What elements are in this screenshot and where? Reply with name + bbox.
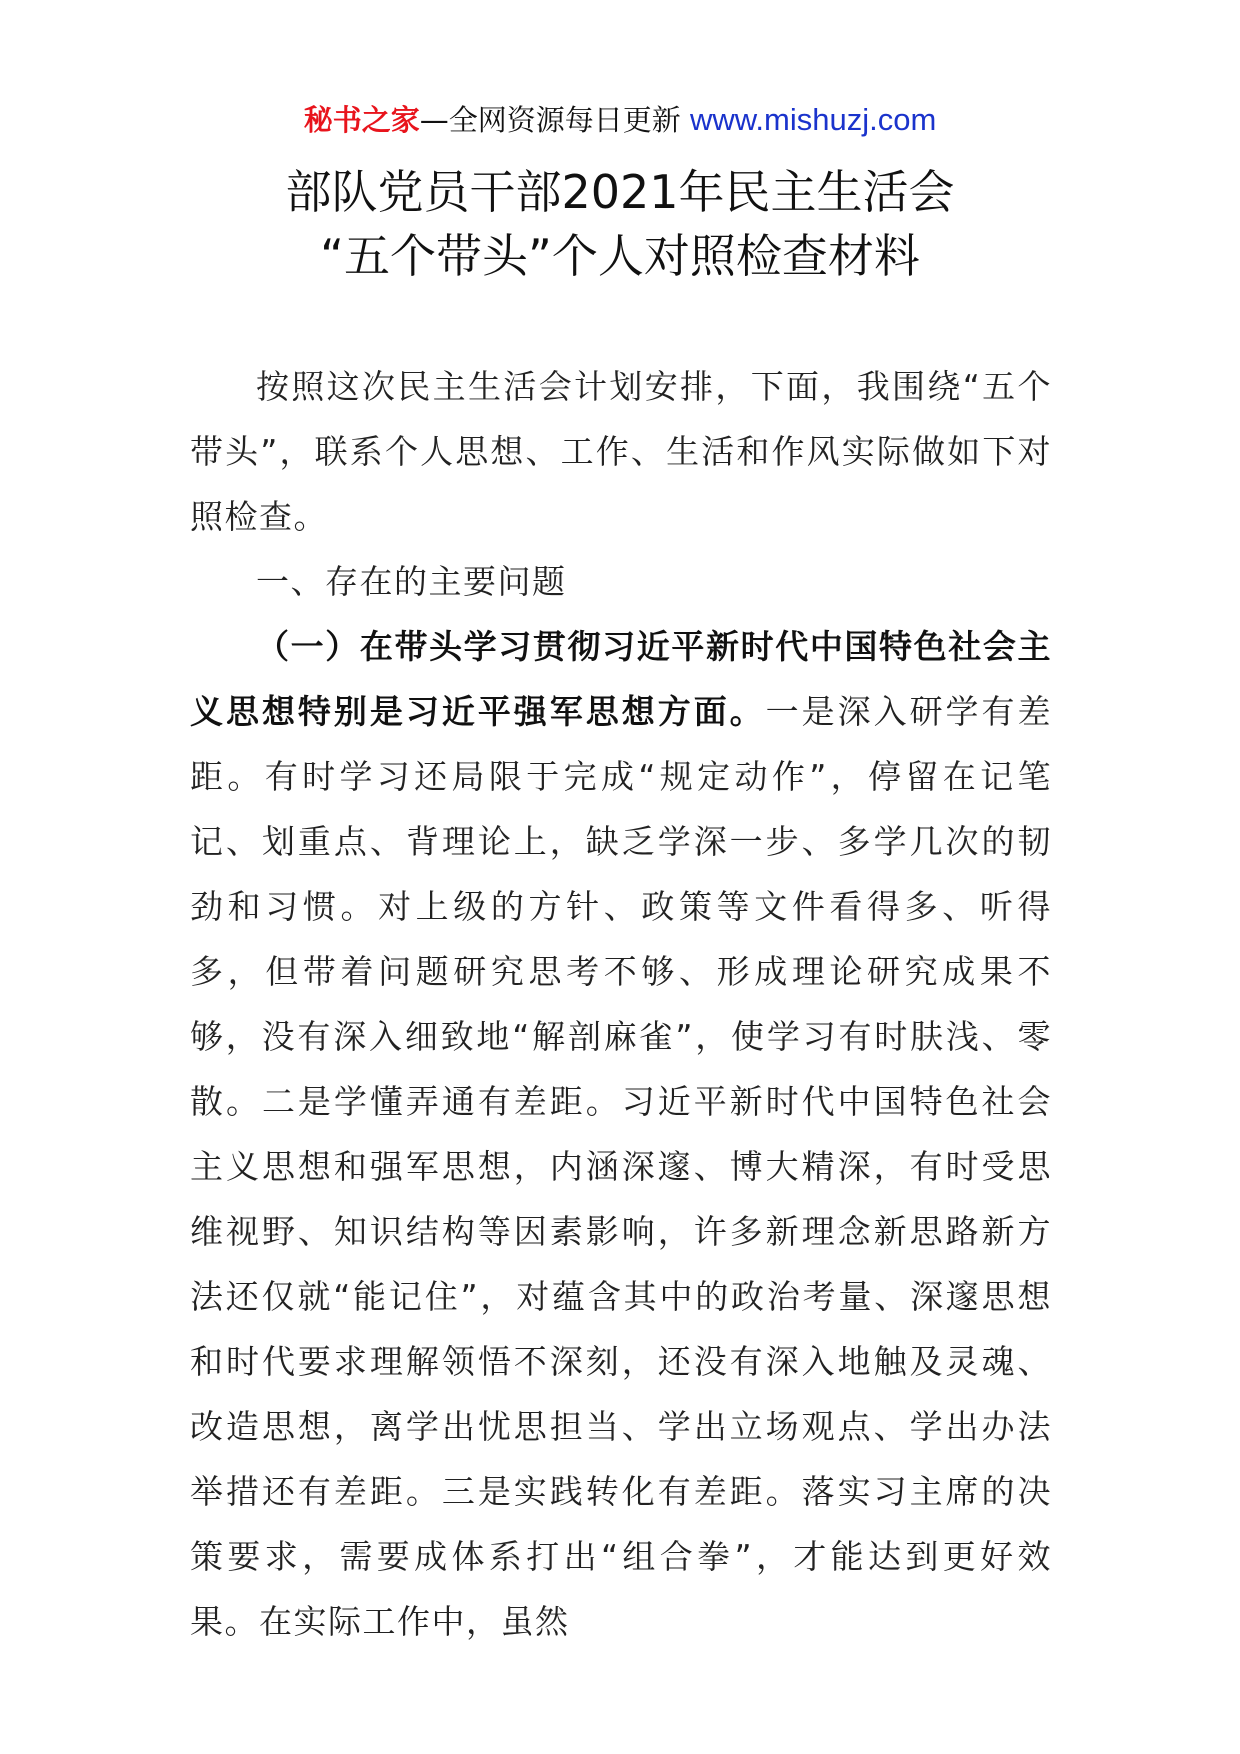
title-line-1: 部队党员干部2021年民主生活会 bbox=[285, 165, 955, 219]
site-url-link[interactable]: www.mishuzj.com bbox=[689, 102, 937, 137]
intro-paragraph: 按照这次民主生活会计划安排，下面，我围绕“五个带头”，联系个人思想、工作、生活和作风实际做如下对照检查。 bbox=[190, 367, 1052, 536]
subsection-heading: （一）在带头学习贯彻习近平新时代中国特色社会主义思想特别是习近平强军思想方面。 bbox=[190, 627, 1052, 731]
header-banner bbox=[0, 100, 1240, 140]
section-heading: 一、存在的主要问题 bbox=[256, 562, 567, 601]
document-title bbox=[0, 160, 1240, 288]
header-tagline: —全网资源每日更新 bbox=[419, 103, 690, 137]
document-body bbox=[190, 354, 1052, 1654]
brand-name: 秘书之家 bbox=[303, 103, 420, 137]
subsection-text: 一是深入研学有差距。有时学习还局限于完成“规定动作”，停留在记笔记、划重点、背理论上，缺乏学深一步、多学几次的韧劲和习惯。对上级的方针、政策等文件看得多、听得多，但带着问题研究思考不够、形成理论研究成果不够，没有深入细致地“解剖麻雀”，使学习有时肤浅、零散。二是学懂弄通有差距。习近平新时代中国特色社会主义思想和强军思想，内涵深邃、博大精深，有时受思维视野、知识结构等因素影响，许多新理念新思路新方法还仅就“能记住”，对蕴含其中的政治考量、深邃思想和时代要求理解领悟不深刻，还没有深入地触及灵魂、改造思想，离学出忧思担当、学出立场观点、学出办法举措还有差距。三是实践转化有差距。落实习主席的决策要求，需要成体系打出“组合拳”，才能达到更好效果。在实际工作中，虽然 bbox=[190, 692, 1053, 1641]
title-line-2: “五个带头”个人对照检查材料 bbox=[320, 229, 920, 283]
subsection-paragraph bbox=[190, 614, 1052, 1654]
